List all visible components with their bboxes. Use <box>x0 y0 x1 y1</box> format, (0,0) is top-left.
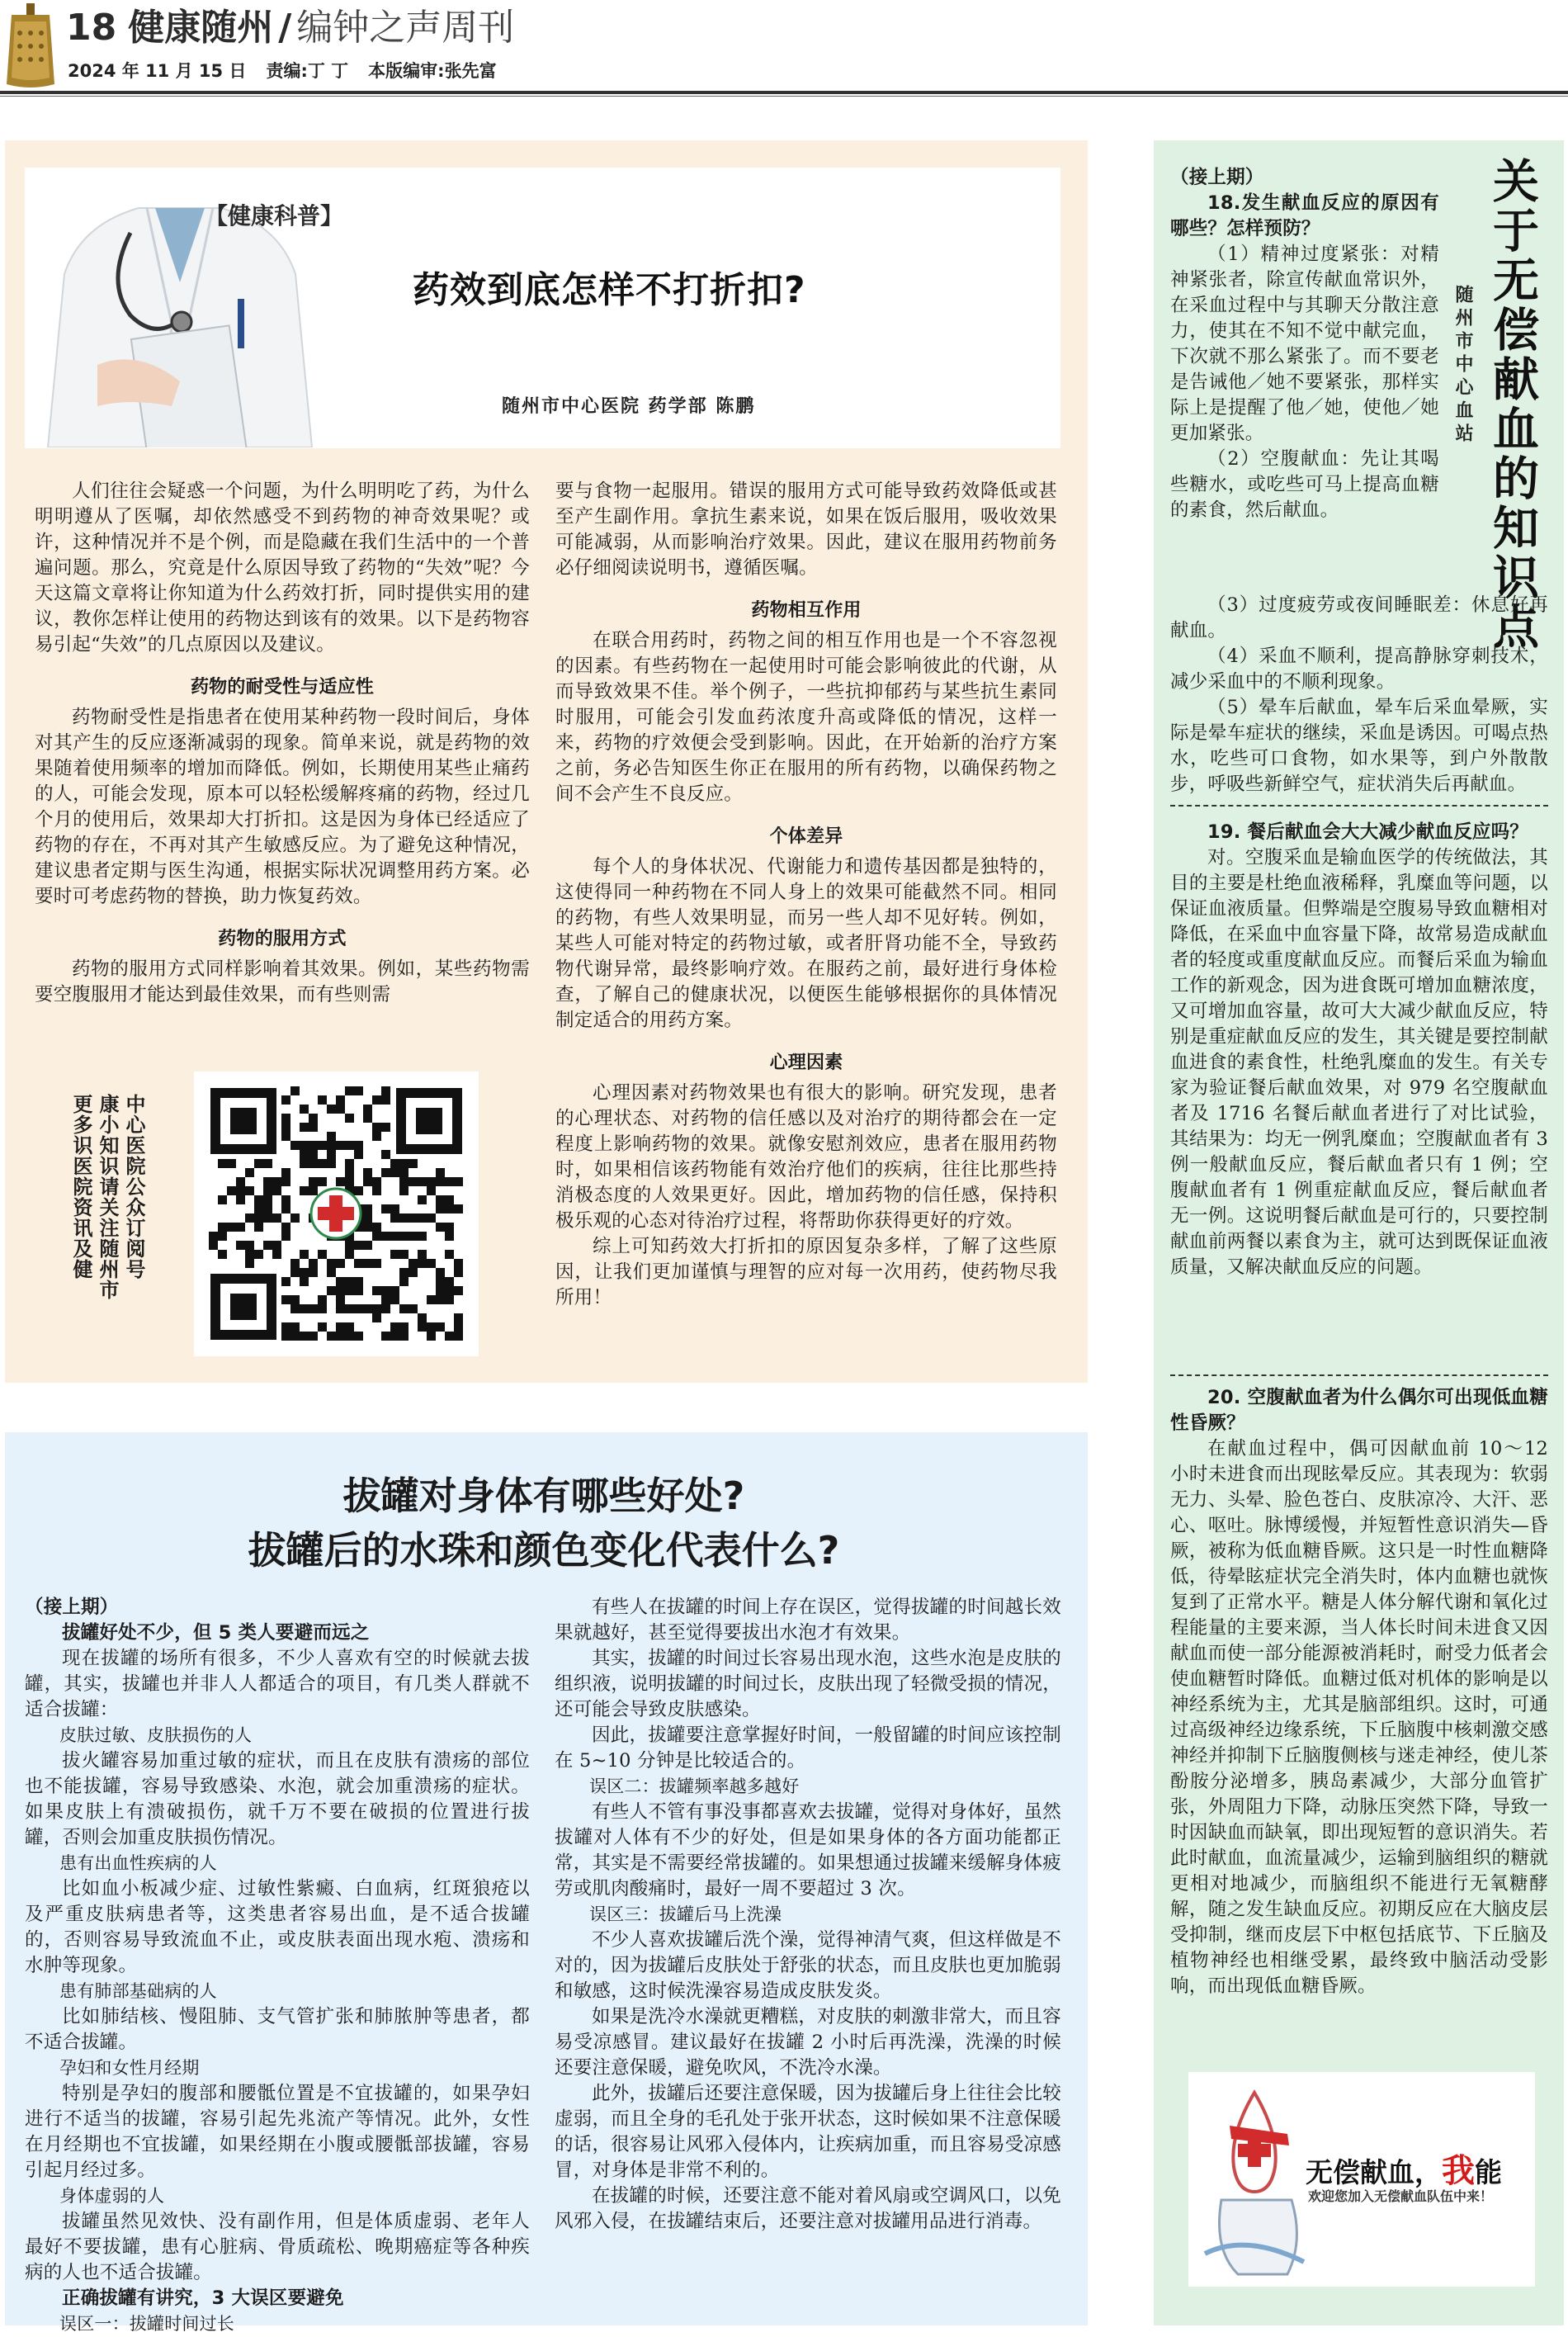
qr-caption-line: 更多识医院资讯及健 <box>69 1094 92 1280</box>
masthead-title <box>66 5 514 51</box>
paragraph: 比如肺结核、慢阻肺、支气管扩张和肺脓肿等患者，都不适合拔罐。 <box>25 2006 530 2053</box>
paragraph: （4）采血不顺利，提高静脉穿刺技术，减少采血中的不顺利现象。 <box>1170 646 1548 693</box>
sidebar-title: 关于无偿献血的知识点 <box>1485 157 1539 652</box>
paragraph: 在献血过程中，偶可因献血前 10～12 小时未进食而出现眩晕反应。其表现为：软弱无力、头晕、脸色苍白、皮肤凉冷、大汗、恶心、呕吐。脉博缓慢，并短暂性意识消失—昏厥，被称为低血糖昏厥。这只是一时性血糖降低，待晕眩症状完全消失时，体内血糖也就恢复到了正常水平。糖是人体分解代谢和氧化过程能量的主要来源，当人体长时间未进食又因献血而使一部分能源被消耗时，耐受力低者会使血糖暂时降低。血糖过低对机体的影响是以神经系统为主，尤其是脑部组织。这时，可通过高级神经边缘系统，下丘脑腹中核刺激交感神经并抑制下丘脑腹侧核与迷走神经，使儿茶酚胺分泌增多，胰岛素减少，大部分血管扩张，外周阻力下降，动脉压突然下降，导致一时因缺血而缺氧，即出现短暂的意识消失。若此时献血，血流量减少，运输到脑组织的糖就更相对地减少，而脑组织不能进行无氧糖酵解，随之发生缺血反应。初期反应在大脑皮层受抑制，继而皮层下中枢包括底节、下丘脑及植物神经也相继受累，最终致中脑活动受影响，而出现低血糖昏厥。 <box>1170 1438 1548 1997</box>
paragraph: （3）过度疲劳或夜间睡眠差：休息好再献血。 <box>1170 594 1548 641</box>
continued-label: （接上期） <box>25 1597 119 1618</box>
paragraph: 比如血小板减少症、过敏性紫癜、白血病，红斑狼疮以及严重皮肤病患者等，这类患者容易出血，是不适合拔罐的，否则容易导致流血不止，或皮肤表面出现水疱、溃疡和水肿等现象。 <box>25 1878 530 1976</box>
paragraph: （2）空腹献血：先让其喝些糖水，或吃些可马上提高血糖的素食，然后献血。 <box>1170 448 1439 521</box>
question-heading: 19. 餐后献血会大大减少献血反应吗？ <box>1207 821 1528 843</box>
sidebar-q20 <box>1170 1385 1548 1999</box>
paper-name: 编钟之声周刊 <box>296 7 515 49</box>
promo-slogan <box>1306 2145 1502 2192</box>
masthead-separator: / <box>278 7 292 49</box>
myth-heading: 误区二：拔罐频率越多越好 <box>589 1776 800 1796</box>
editor: 责编:丁 丁 <box>266 61 349 81</box>
paragraph: 人们往往会疑惑一个问题，为什么明明吃了药，为什么明明遵从了医嘱，却依然感受不到药物的神奇效果呢？或许，这种情况并不是个例，而是隐藏在我们生活中的一个普遍问题。那么，究竟是什么原因导致了药物的“失效”呢？今天这篇文章将让你知道为什么药效打折，同时提供实用的建议，教你怎样让使用的药物达到该有的效果。以下是药物容易引起“失效”的几点原因以及建议。 <box>35 480 530 655</box>
article-tag: 【健康科普】 <box>205 202 344 229</box>
dashed-divider <box>1170 1374 1548 1376</box>
masthead-info <box>68 58 517 83</box>
group-heading: 患有肺部基础病的人 <box>59 1981 217 2001</box>
paragraph: 拔火罐容易加重过敏的症状，而且在皮肤有溃疡的部位也不能拔罐，容易导致感染、水泡，就会加重溃疡的症状。如果皮肤上有溃破损伤，就千万不要在破损的位置进行拔罐，否则会加重皮肤损伤情况。 <box>25 1750 530 1848</box>
paragraph: 有些人在拔罐的时间上存在误区，觉得拔罐的时间越长效果就越好，甚至觉得要拔出水泡才有效果。 <box>555 1597 1061 1644</box>
paragraph: 每个人的身体状况、代谢能力和遗传基因都是独特的，这使得同一种药物在不同人身上的效果可能截然不同。相同的药物，有些人效果明显，而另一些人却不见好转。例如，某些人可能对特定的药物过敏，或者肝肾功能不全，导致药物代谢异常，最终影响疗效。在服药之前，最好进行身体检查，了解自己的健康状况，以便医生能够根据你的具体情况制定适合的用药方案。 <box>555 856 1057 1031</box>
paragraph: 综上可知药效大打折扣的原因复杂多样，了解了这些原因，让我们更加谨慎与理智的应对每一次用药，使药物尽我所用！ <box>555 1236 1057 1308</box>
article-cupping-column-2 <box>555 1595 1061 2235</box>
reviewer: 本版编审:张先富 <box>368 61 497 81</box>
section-heading: 药物相互作用 <box>751 600 862 621</box>
article-author: 随州市中心医院 药学部 陈鹏 <box>502 395 756 417</box>
paragraph: 不少人喜欢拔罐后洗个澡，觉得神清气爽，但这样做是不对的，因为拔罐后皮肤处于舒张的状态，而且皮肤也更加脆弱和敏感，这时候洗澡容易造成皮肤发炎。 <box>555 1929 1061 2002</box>
paragraph: 在拔罐的时候，还要注意不能对着风扇或空调风口，以免风邪入侵，在拔罐结束后，还要注意对拔罐用品进行消毒。 <box>555 2185 1061 2232</box>
masthead-rule <box>0 91 1568 94</box>
paragraph: （5）晕车后献血，晕车后采血晕厥，实际是晕车症状的继续，采血是诱因。可喝点热水，吃些可口食物，如水果等，到户外散散步，呼吸些新鲜空气，症状消失后再献血。 <box>1170 697 1548 795</box>
article-medication-column-1 <box>35 479 530 1008</box>
promo-subtitle: 欢迎您加入无偿献血队伍中来！ <box>1308 2188 1494 2204</box>
section-heading: 正确拔罐有讲究，3 大误区要避免 <box>62 2287 344 2309</box>
promo-slogan-part: 无偿献血， <box>1306 2156 1442 2188</box>
qr-caption-line: 中心医院公众订阅号 <box>122 1094 145 1280</box>
sidebar-author: 随州市中心血站 <box>1452 285 1474 447</box>
article-medication-column-2 <box>555 479 1057 1311</box>
paragraph: 有些人不管有事没事都喜欢去拔罐，觉得对身体好，虽然拔罐对人体有不少的好处，但是如果身体的各方面功能都正常，其实是不需要经常拔罐的。如果想通过拔罐来缓解身体疲劳或肌肉酸痛时，最好一周不要超过 3 次。 <box>555 1801 1061 1899</box>
qr-code[interactable] <box>194 1072 479 1356</box>
promo-slogan-part: 能 <box>1475 2156 1502 2188</box>
qr-caption-line: 康小知识请关注随州市 <box>96 1094 119 1300</box>
article-cupping-title-line-2: 拔罐后的水珠和颜色变化代表什么? <box>248 1528 840 1573</box>
paragraph: 如果是洗冷水澡就更糟糕，对皮肤的刺激非常大，而且容易受凉感冒。建议最好在拔罐 2 小时后再洗澡，洗澡的时候还要注意保暖，避免吹风，不洗冷水澡。 <box>555 2006 1061 2079</box>
sidebar-q19 <box>1170 820 1548 1280</box>
sidebar-q18-rest <box>1170 593 1548 797</box>
paragraph: 对。空腹采血是输血医学的传统做法，其目的主要是杜绝血液稀释，乳糜血等问题，以保证血液质量。但弊端是空腹易导致血糖相对降低，在采血中血容量下降，故常易造成献血者的轻度或重度献血反应。而餐后采血为输血工作的新观念，因为进食既可增加血糖浓度，又可增加血容量，故可大大减少献血反应，特别是重症献血反应的发生，其关键是要控制献血进食的素食性，杜绝乳糜血的发生。有关专家为验证餐后献血效果，对 979 名空腹献血者及 1716 名餐后献血者进行了对比试验，其结果为：均无一例乳糜血；空腹献血者有 3 例一般献血反应，餐后献血者只有 1 例；空腹献血者有 1 例重症献血反应，餐后献血者无一例。这说明餐后献血是可行的，只要控制献血前两餐以素食为主，就可达到既保证血液质量，又解决献血反应的问题。 <box>1170 847 1548 1278</box>
group-heading: 身体虚弱的人 <box>59 2186 165 2206</box>
issue-date: 2024 年 11 月 15 日 <box>68 61 247 81</box>
group-heading: 孕妇和女性月经期 <box>59 2058 200 2078</box>
section-heading: 心理因素 <box>769 1053 843 1073</box>
promo-slogan-highlight: 我 <box>1442 2152 1475 2190</box>
paragraph: 现在拔罐的场所有很多，不少人喜欢有空的时候就去拔罐，其实，拔罐也并非人人都适合的项目，有几类人群就不适合拔罐： <box>25 1648 530 1720</box>
article-cupping-column-1 <box>25 1595 530 2337</box>
article-cupping-title-line-1: 拔罐对身体有哪些好处? <box>342 1474 745 1518</box>
section-heading: 药物的耐受性与适应性 <box>190 677 374 698</box>
section-heading: 个体差异 <box>769 826 843 847</box>
paragraph: 特别是孕妇的腹部和腰骶位置是不宜拔罐的，如果孕妇进行不适当的拔罐，容易引起先兆流产等情况。此外，女性在月经期也不宜拔罐，如果经期在小腹或腰骶部拔罐，容易引起月经过多。 <box>25 2083 530 2181</box>
paragraph: 心理因素对药物效果也有很大的影响。研究发现，患者的心理状态、对药物的信任感以及对治疗的期待都会在一定程度上影响药物的效果。就像安慰剂效应，患者在服用药物时，如果相信该药物能有效治疗他们的疾病，往往比那些持消极态度的人效果更好。因此，增加药物的信任感，保持积极乐观的心态对待治疗过程，将帮助你获得更好的疗效。 <box>555 1082 1057 1232</box>
continued-label: （接上期） <box>1170 167 1264 188</box>
myth-heading: 误区三：拔罐后马上洗澡 <box>589 1904 782 1924</box>
paragraph: 拔罐虽然见效快、没有副作用，但是体质虚弱、老年人最好不要拔罐，患有心脏病、骨质疏松、晚期癌症等各种疾病的人也不适合拔罐。 <box>25 2211 530 2283</box>
qr-caption <box>69 1094 145 1341</box>
section-name: 健康随州 <box>128 7 274 49</box>
section-heading: 药物的服用方式 <box>218 929 347 949</box>
myth-heading: 误区一：拔罐时间过长 <box>59 2314 234 2334</box>
paragraph: 要与食物一起服用。错误的服用方式可能导致药效降低或甚至产生副作用。拿抗生素来说，如果在饭后服用，吸收效果可能减弱，从而影响治疗效果。因此，建议在服用药物前务必仔细阅读说明书，遵循医嘱。 <box>555 480 1057 579</box>
section-heading: 拔罐好处不少，但 5 类人要避而远之 <box>62 1622 370 1644</box>
masthead-rule-thin <box>0 96 1568 97</box>
question-heading: 18.发生献血反应的原因有哪些？怎样预防？ <box>1170 192 1439 239</box>
page-number: 18 <box>66 7 117 49</box>
bianzhong-bell-logo <box>5 3 56 89</box>
sidebar-q18-top <box>1170 165 1439 523</box>
article-title: 药效到底怎样不打折扣? <box>413 269 806 311</box>
paragraph: 药物的服用方式同样影响着其效果。例如，某些药物需要空腹服用才能达到最佳效果，而有些则需 <box>35 958 530 1005</box>
paragraph: 因此，拔罐要注意掌握好时间，一般留罐的时间应该控制在 5~10 分钟是比较适合的。 <box>555 1724 1061 1772</box>
blood-drop-thumb-icon <box>1197 2076 1312 2283</box>
paragraph: 其实，拔罐的时间过长容易出现水泡，这些水泡是皮肤的组织液，说明拔罐的时间过长，皮肤出现了轻微受损的情况，还可能会导致皮肤感染。 <box>555 1648 1061 1720</box>
paragraph: （1）精神过度紧张：对精神紧张者，除宣传献血常识外，在采血过程中与其聊天分散注意力，使其在不知不觉中献完血，下次就不那么紧张了。而不要老是告诫他／她不要紧张，那样实际上是提醒了他／她，使他／她更加紧张。 <box>1170 244 1439 444</box>
group-heading: 患有出血性疾病的人 <box>59 1853 217 1873</box>
question-heading: 20. 空腹献血者为什么偶尔可出现低血糖性昏厥？ <box>1170 1387 1548 1434</box>
paragraph: 在联合用药时，药物之间的相互作用也是一个不容忽视的因素。有些药物在一起使用时可能会影响彼此的代谢，从而导致效果不佳。举个例子，一些抗抑郁药与某些抗生素同时服用，可能会引发血药浓度升高或降低的情况，这样一来，药物的疗效便会受到影响。因此，在开始新的治疗方案之前，务必告知医生你正在服用的所有药物，以确保药物之间不会产生不良反应。 <box>555 630 1057 805</box>
paragraph: 药物耐受性是指患者在使用某种药物一段时间后，身体对其产生的反应逐渐减弱的现象。简单来说，就是药物的效果随着使用频率的增加而降低。例如，长期使用某些止痛药的人，可能会发现，原本可以轻松缓解疼痛的药物，经过几个月的使用后，效果却大打折扣。这是因为身体已经适应了药物的存在，不再对其产生敏感反应。为了避免这种情况，建议患者定期与医生沟通，根据实际状况调整用药方案。必要时可考虑药物的替换，助力恢复药效。 <box>35 707 530 907</box>
dashed-divider <box>1170 805 1548 807</box>
group-heading: 皮肤过敏、皮肤损伤的人 <box>59 1725 253 1745</box>
paragraph: 此外，拔罐后还要注意保暖，因为拔罐后身上往往会比较虚弱，而且全身的毛孔处于张开状态，这时候如果不注意保暖的话，很容易让风邪入侵体内，让疾病加重，而且容易受凉感冒，对身体是非常不利的。 <box>555 2083 1061 2181</box>
